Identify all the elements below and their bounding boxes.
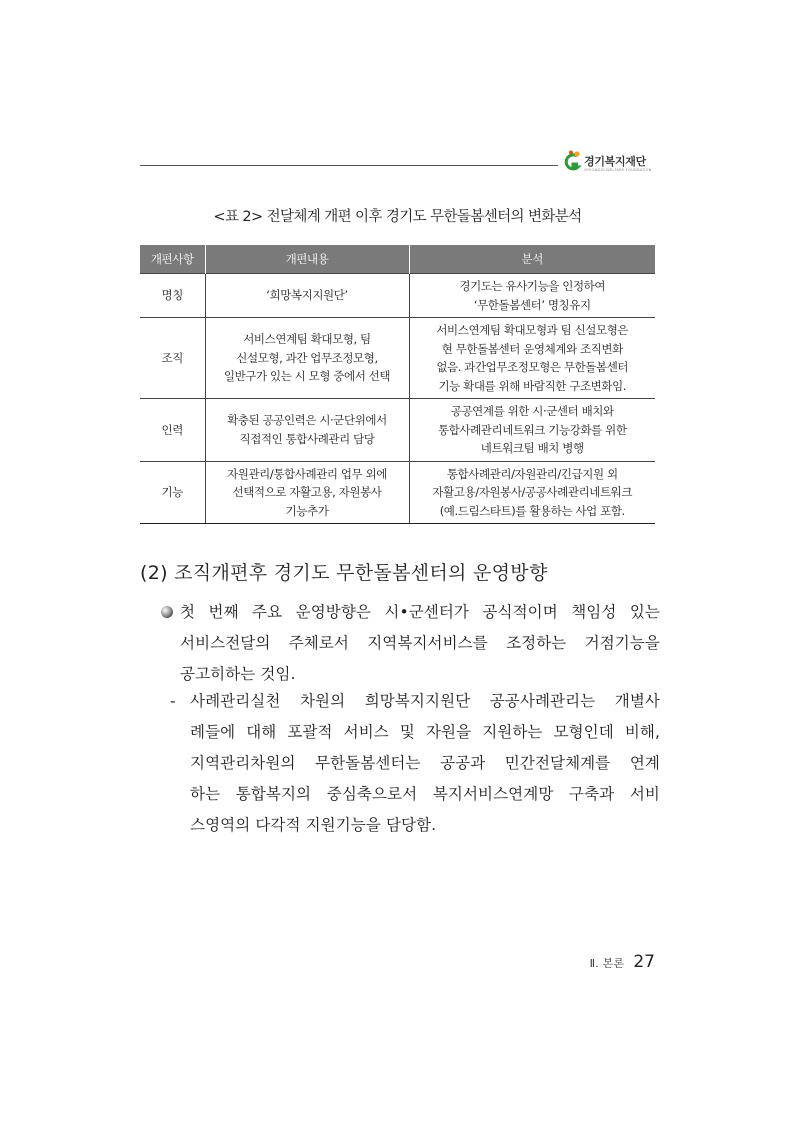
- paragraph-line: 례들에 대해 포괄적 서비스 및 자원을 지원하는 모형인데 비해,: [190, 723, 660, 741]
- cell-line: 선택적으로 자활고용, 자원봉사: [232, 485, 382, 499]
- logo-title: 경기복지재단: [584, 155, 646, 168]
- cell-line: 서비스연계팀 확대모형, 팀: [243, 332, 371, 347]
- header-rule: [140, 165, 558, 166]
- row-content-cell: [205, 461, 409, 524]
- cell-line: 없음. 과간업무조정모형은 무한돌봄센터: [436, 360, 629, 374]
- row-analysis-cell: [409, 318, 655, 399]
- logo-subtitle: GYEONGGI WELFARE FOUNDATION: [584, 168, 652, 172]
- table-row: [140, 399, 655, 462]
- cell-line: 신설모형, 과간 업무조정모형,: [236, 350, 378, 365]
- column-header-content: 개편내용: [205, 245, 409, 274]
- paragraph-line: 공고히하는 것임.: [180, 665, 296, 683]
- cell-line: 일반구가 있는 시 모형 중에서 선택: [223, 369, 391, 384]
- cell-line: 경기도는 유사기능을 인정하여: [459, 279, 606, 293]
- paragraph-line: 지역관리차원의 무한돌봄센터는 공공과 민간전달체계를 연계: [190, 754, 660, 772]
- row-content-cell: [205, 318, 409, 399]
- cell-line: 현 무한돌봄센터 운영체계와 조직변화: [441, 341, 623, 356]
- cell-line: 확충된 공공인력은 시·군단위에서: [227, 413, 387, 428]
- row-analysis-cell: [409, 461, 655, 524]
- sphere-bullet-icon: [160, 605, 174, 619]
- table-caption: <표 2> 전달체계 개편 이후 경기도 무한돌봄센터의 변화분석: [213, 209, 582, 225]
- paragraph-line: 첫 번째 주요 운영방향은 시•군센터가 공식적이며 책임성 있는: [180, 603, 660, 621]
- cell-line: 서비스연계팀 확대모형과 팀 신설모형은: [436, 323, 629, 337]
- cell-line: 네트워크팀 배치 병행: [480, 441, 584, 455]
- cell-line: 통합사례관리/자원관리/긴급지원 외: [446, 466, 618, 481]
- section-heading: (2) 조직개편후 경기도 무한돌봄센터의 운영방향: [140, 562, 548, 584]
- row-analysis-cell: [409, 399, 655, 462]
- page-number: 27: [633, 952, 655, 972]
- dash-paragraph: [170, 686, 660, 841]
- cell-line: 기능 확대를 위해 바람직한 구조변화임.: [438, 378, 627, 393]
- table-header-row: [140, 245, 655, 274]
- paragraph-line: 서비스전달의 주체로서 지역복지서비스를 조정하는 거점기능을: [180, 634, 660, 652]
- paragraph-line: 사례관리실천 차원의 희망복지지원단 공공사례관리는 개별사: [190, 692, 660, 710]
- row-item-cell: 명칭: [140, 274, 205, 318]
- table-row: [140, 274, 655, 318]
- cell-line: (예.드림스타트)를 활용하는 사업 포함.: [439, 503, 625, 518]
- foundation-logo: [562, 150, 662, 180]
- bullet-paragraph: [160, 597, 660, 690]
- table-row: [140, 461, 655, 524]
- cell-line: 기능추가: [285, 503, 329, 518]
- comparison-table: [140, 245, 655, 524]
- cell-line: 자원관리/통합사례관리 업무 외에: [227, 466, 387, 481]
- row-analysis-cell: [409, 274, 655, 318]
- cell-line: ‘무한돌봄센터’ 명칭유지: [473, 297, 591, 312]
- column-header-item: 개편사항: [140, 245, 205, 274]
- paragraph-line: 스영역의 다각적 지원기능을 담당함.: [190, 816, 437, 834]
- footer-section-label: Ⅱ. 본론: [589, 957, 625, 970]
- foundation-logo-icon: [562, 150, 582, 176]
- row-item-cell: 조직: [140, 318, 205, 399]
- row-content-cell: [205, 274, 409, 318]
- cell-line: ‘희망복지지원단’: [266, 288, 348, 303]
- dash-marker: -: [170, 692, 176, 710]
- column-header-analysis: 분석: [409, 245, 655, 274]
- cell-line: 공공연계를 위한 시·군센터 배치와: [450, 404, 614, 418]
- row-item-cell: 인력: [140, 399, 205, 462]
- row-content-cell: [205, 399, 409, 462]
- page-footer: [590, 952, 655, 972]
- table-row: [140, 318, 655, 399]
- cell-line: 자활고용/자원봉사/공공사례관리네트워크: [432, 485, 633, 499]
- paragraph-line: 하는 통합복지의 중심축으로서 복지서비스연계망 구축과 서비: [190, 785, 660, 803]
- cell-line: 직접적인 통합사례관리 담당: [239, 431, 375, 446]
- cell-line: 통합사례관리네트워크 기능강화를 위한: [437, 422, 627, 437]
- row-item-cell: 기능: [140, 461, 205, 524]
